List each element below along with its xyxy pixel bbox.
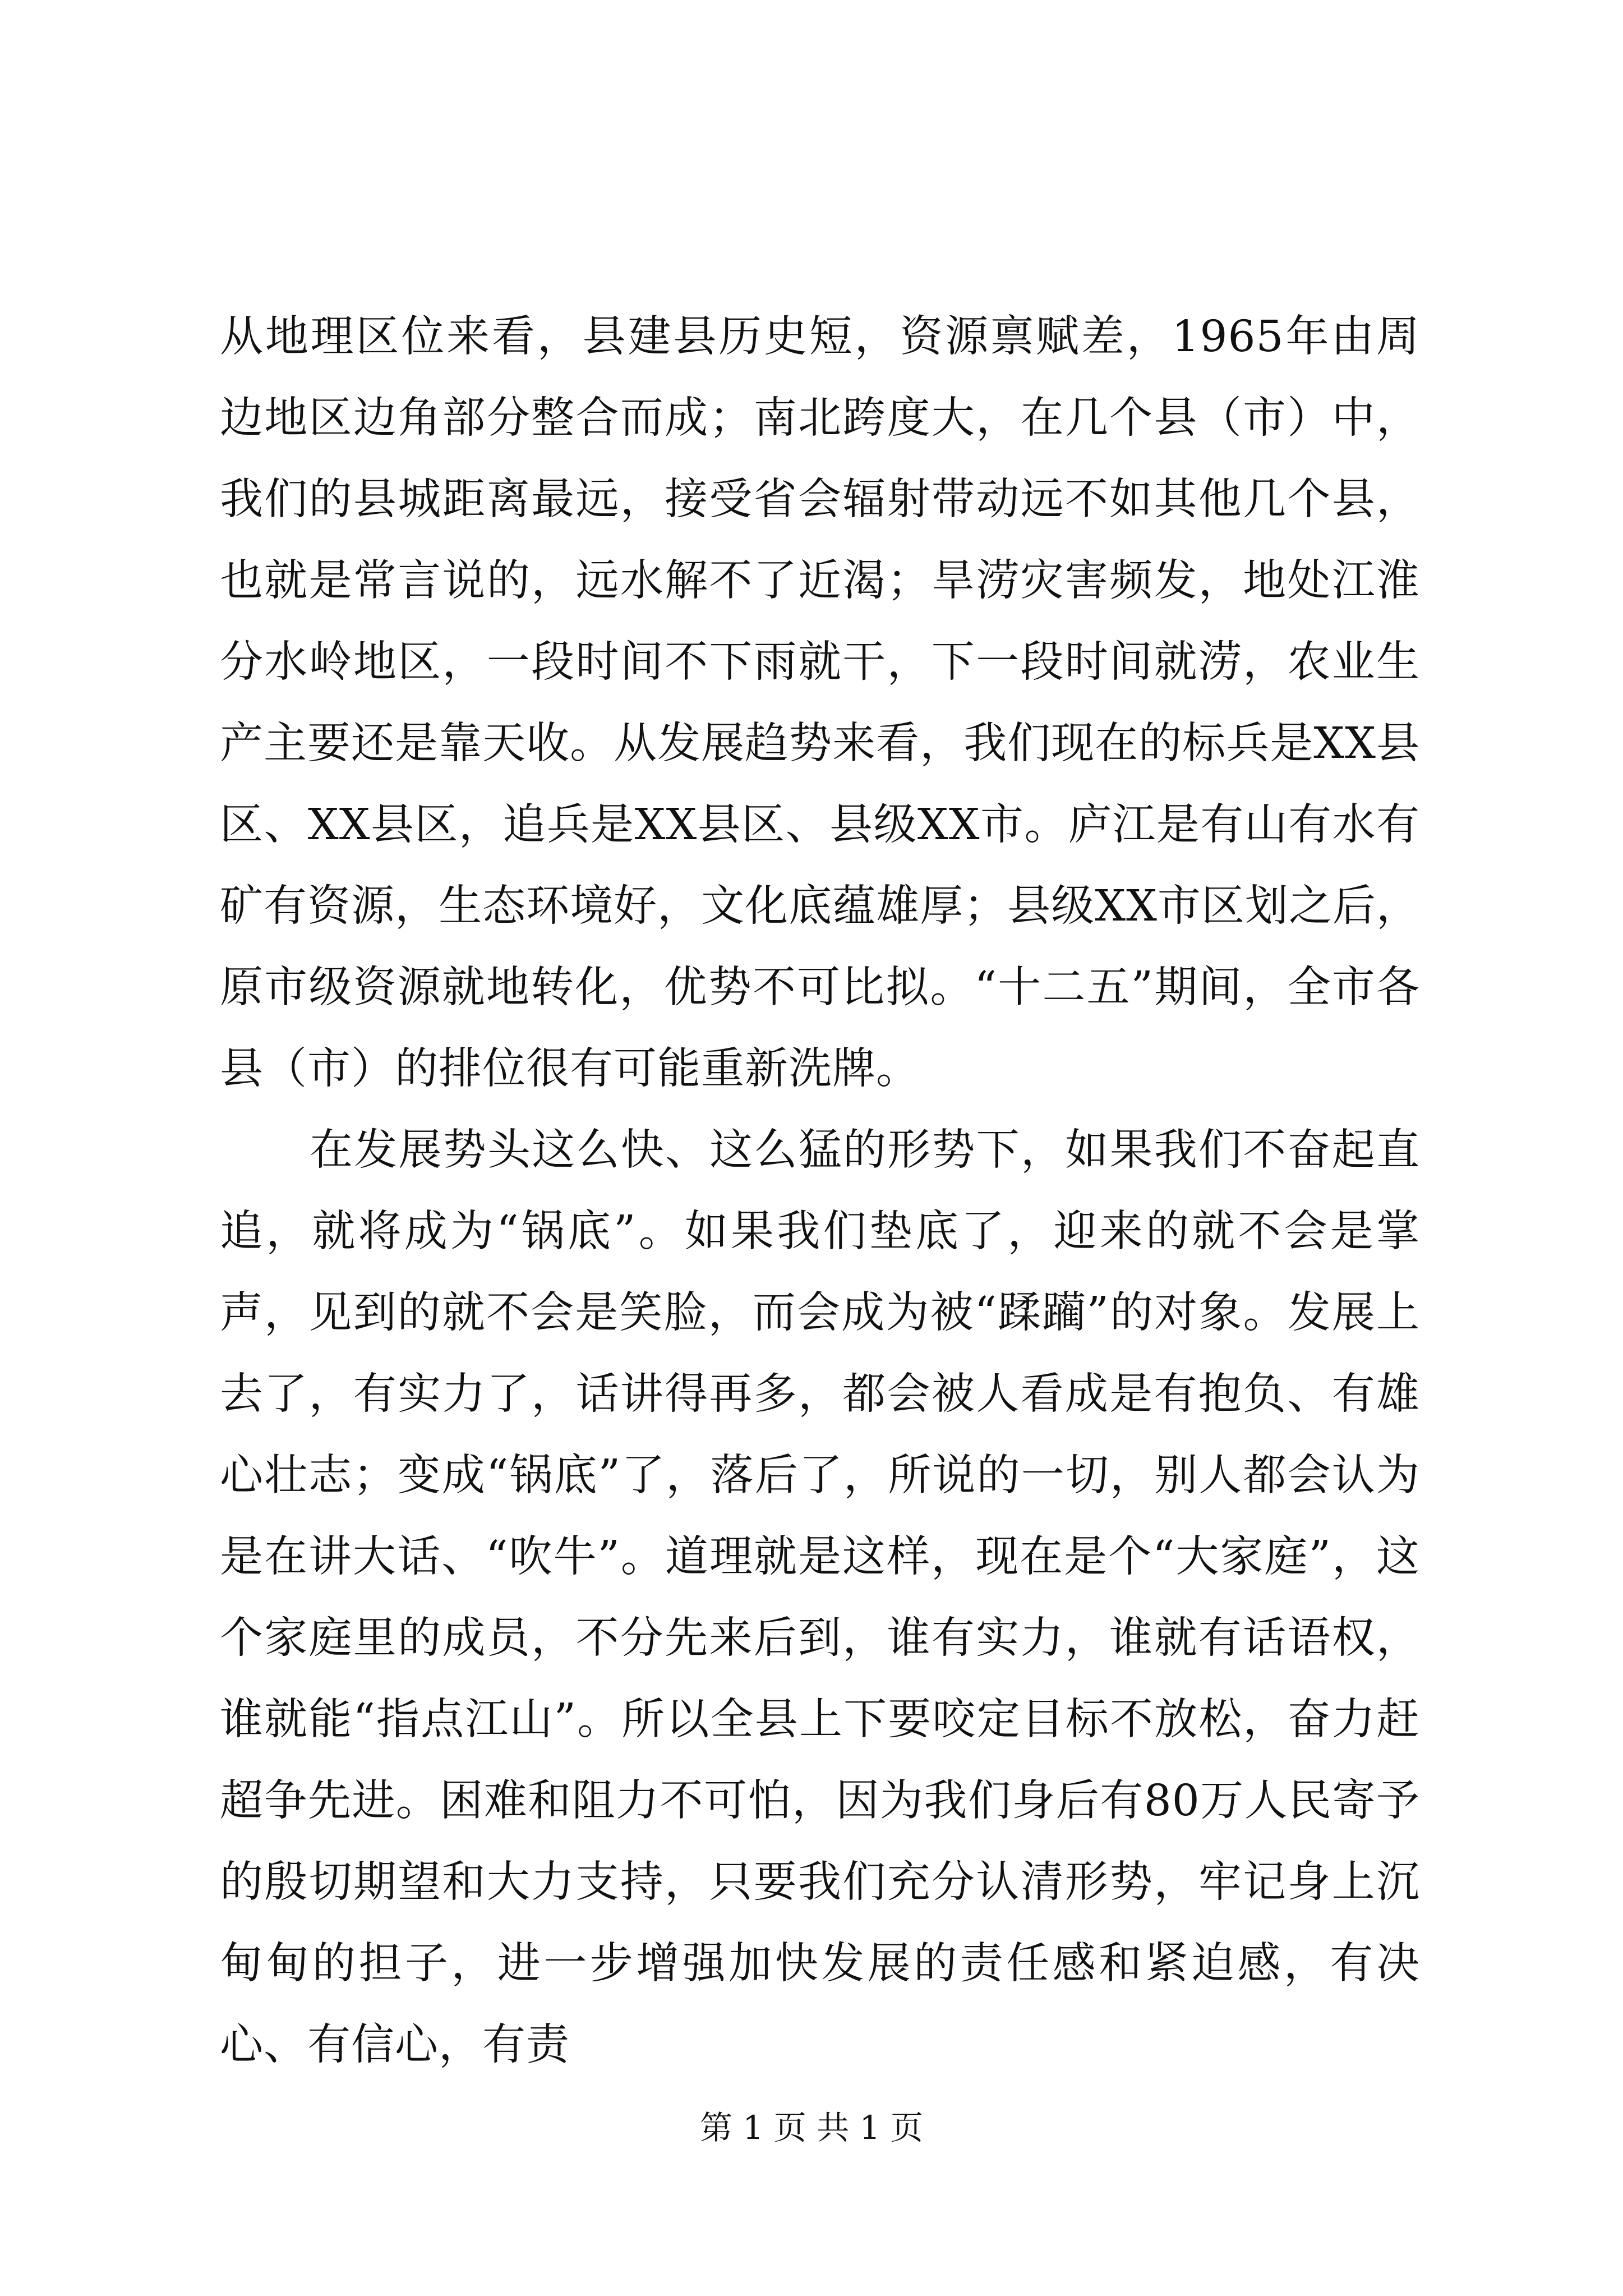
page-footer: 第 1 页 共 1 页 [700,2109,923,2147]
paragraph-development: 在发展势头这么快、这么猛的形势下，如果我们不奋起直追，就将成为“锅底”。如果我们垫底了，迎来的就不会是掌声，见到的就不会是笑脸，而会成为被“蹂躏”的对象。发展上去了，有实力了，话讲得再多，都会被人看成是有抱负、有雄心壮志；变成“锅底”了，落后了，所说的一切，别人都会认为是在讲大话、“吹牛”。道理就是这样，现在是个“大家庭”，这个家庭里的成员，不分先来后到，谁有实力，谁就有话语权，谁就能“指点江山”。所以全县上下要咬定目标不放松，奋力赶超争先进。困难和阻力不可怕，因为我们身后有80万人民寄予的殷切期望和大力支持，只要我们充分认清形势，牢记身上沉甸甸的担子，进一步增强加快发展的责任感和紧迫感，有决心、有信心，有责 [220,1125,1420,2070]
paragraph-geography: 从地理区位来看，县建县历史短，资源禀赋差，1965年由周边地区边角部分整合而成；南北跨度大，在几个县（市）中，我们的县城距离最远，接受省会辐射带动远不如其他几个县，也就是常言说的，远水解不了近渴；旱涝灾害频发，地处江淮分水岭地区，一段时间不下雨就干，下一段时间就涝，农业生产主要还是靠天收。从发展趋势来看，我们现在的标兵是XX县区、XX县区，追兵是XX县区、县级XX市。庐江是有山有水有矿有资源，生态环境好，文化底蕴雄厚；县级XX市区划之后，原市级资源就地转化，优势不可比拟。“十二五”期间，全市各县（市）的排位很有可能重新洗牌。 [220,312,1420,1094]
document-body [220,296,1420,2086]
